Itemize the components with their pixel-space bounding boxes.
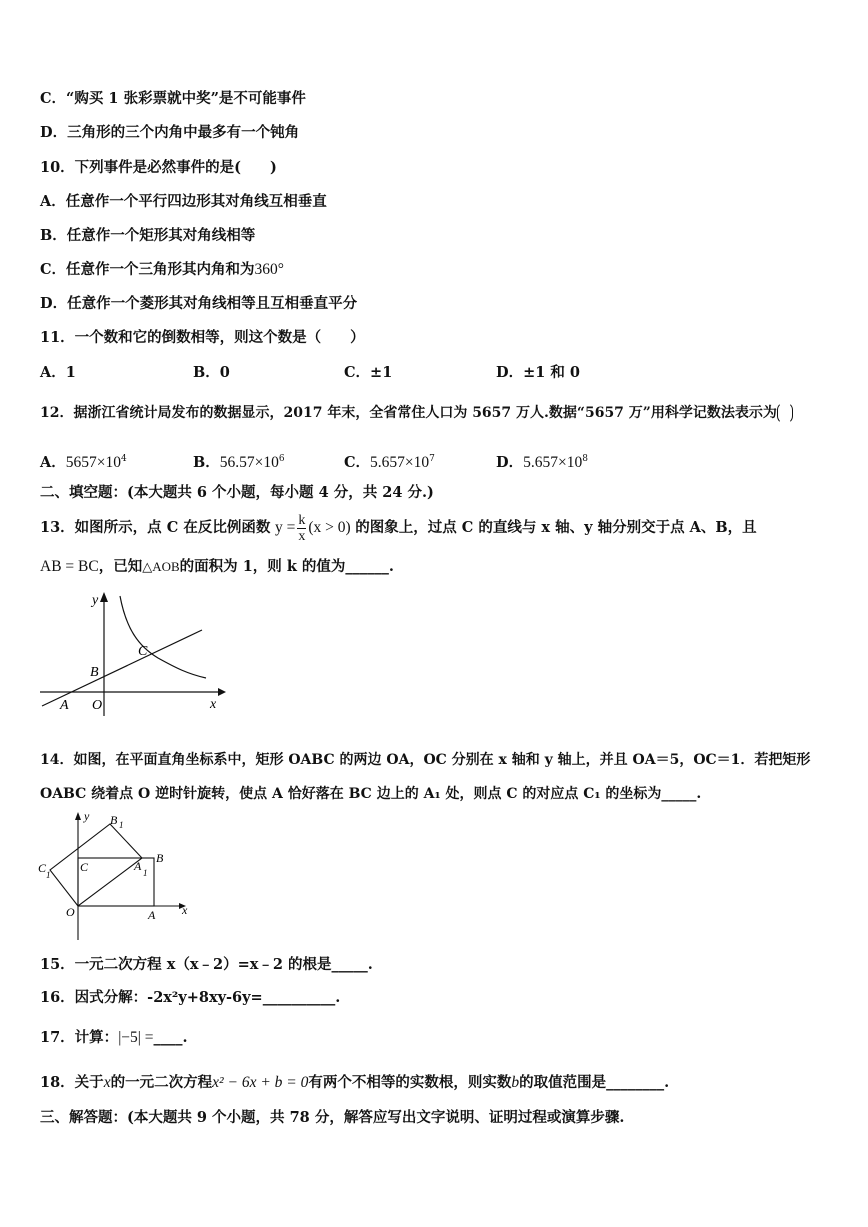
q11-option-a: A．1 [40, 364, 76, 381]
q13-frac-den: x [298, 528, 306, 544]
label-a: A [60, 698, 69, 713]
q12-b-label: B． [193, 453, 220, 471]
q10-option-a: A．任意作一个平行四边形其对角线互相垂直 [40, 193, 327, 210]
label-o: O [66, 905, 75, 919]
label-c: C [138, 644, 148, 659]
rectangle-oabc [78, 858, 154, 906]
q14-figure [36, 808, 196, 946]
label-b: B [90, 665, 99, 680]
answer-paren [777, 402, 793, 424]
q12-option-d [496, 449, 588, 473]
q13-mid: ，已知 [98, 558, 143, 575]
q18-var-b: b [511, 1074, 520, 1091]
label-b: B [156, 851, 164, 865]
q18-equation: x² − 6x + b = 0 [212, 1074, 309, 1091]
q13-line1 [40, 511, 757, 545]
q12-c-base: 5.657×10 [370, 453, 430, 471]
label-c: C [80, 860, 89, 874]
q17-pre: 17．计算： [40, 1029, 119, 1046]
label-a: A [148, 908, 156, 922]
q14-line1: 14．如图，在平面直角坐标系中，矩形 OABC 的两边 OA，OC 分别在 x 轴和 y 轴上，并且 OA＝5，OC＝1．若把矩形 [40, 752, 811, 768]
q12-b-base: 56.57×10 [219, 453, 279, 471]
label-y: y [84, 809, 90, 823]
q10-option-c-math: 360° [254, 261, 284, 278]
q12-b-exp: 6 [278, 454, 285, 464]
q9-option-c: C．“购买 1 张彩票就中奖”是不可能事件 [40, 90, 306, 107]
q12-stem [40, 402, 793, 424]
q12-option-c [344, 449, 435, 473]
label-a1-sub: 1 [143, 868, 148, 878]
q15: 15．一元二次方程 x（x﹣2）=x﹣2 的根是_____. [40, 956, 373, 973]
q17-post: ____. [153, 1029, 188, 1046]
q11-stem: 11．一个数和它的倒数相等，则这个数是（ ） [40, 329, 365, 346]
q10-option-c-text: C．任意作一个三角形其内角和为 [40, 261, 255, 278]
label-c1: C [38, 861, 47, 875]
y-axis-arrow [100, 592, 108, 602]
q12-d-exp: 8 [582, 454, 588, 464]
q18-mid: 的一元二次方程 [110, 1074, 213, 1091]
q10-stem: 10．下列事件是必然事件的是( ) [40, 159, 277, 176]
q12-option-b [193, 449, 285, 473]
label-x: x [182, 903, 188, 917]
q12-a-base: 5657×10 [65, 453, 122, 471]
q16: 16．因式分解：-2x²y+8xy-6y=__________. [40, 989, 341, 1006]
q13-post2: 的面积为 1，则 k 的值为______. [179, 558, 394, 575]
q14-line2: OABC 绕着点 O 逆时针旋转，使点 A 恰好落在 BC 边上的 A₁ 处，则点 C 的对应点 C₁ 的坐标为_____. [40, 786, 702, 802]
rotated-rectangle [50, 824, 142, 906]
q13-cond: (x > 0) [308, 519, 351, 536]
q12-a-exp: 4 [121, 454, 127, 464]
y-axis-arrow [75, 812, 81, 820]
q18-var-x: x [103, 1074, 111, 1091]
x-axis-arrow [218, 688, 226, 696]
q18 [40, 1073, 669, 1093]
q12-option-a [40, 449, 127, 473]
label-o: O [92, 698, 103, 713]
q18-post: 的取值范围是________. [519, 1074, 670, 1091]
q11-option-b: B．0 [193, 364, 230, 381]
q13-line2 [40, 557, 394, 577]
q17 [40, 1028, 188, 1048]
q13-ab-bc: AB = BC [40, 558, 99, 575]
label-b1: B [110, 813, 118, 827]
q13-pre: 13．如图所示，点 C 在反比例函数 [40, 519, 271, 536]
q12-a-label: A． [40, 453, 66, 471]
label-b1-sub: 1 [119, 820, 124, 830]
q13-figure [38, 588, 228, 718]
q13-func-lhs: y = [274, 519, 296, 536]
section-3-heading: 三、解答题：(本大题共 9 个小题，共 78 分，解答应写出文字说明、证明过程或演算步骤. [40, 1109, 625, 1126]
q10-option-d: D．任意作一个菱形其对角线相等且互相垂直平分 [40, 295, 358, 312]
q17-math: |−5| = [118, 1029, 154, 1046]
q13-frac-num: k [298, 512, 306, 528]
q11-option-d: D．±1 和 0 [496, 364, 580, 381]
q10-option-b: B．任意作一个矩形其对角线相等 [40, 227, 256, 244]
q13-fraction [297, 513, 306, 544]
q13-post: 的图象上，过点 C 的直线与 x 轴、y 轴分别交于点 A、B，且 [355, 519, 757, 536]
q12-d-label: D． [496, 453, 524, 471]
hyperbola-curve [120, 596, 206, 678]
q12-c-exp: 7 [429, 454, 435, 464]
q13-triangle: △AOB [142, 559, 180, 574]
q9-option-d: D．三角形的三个内角中最多有一个钝角 [40, 124, 300, 141]
q12-c-label: C． [344, 453, 371, 471]
q12-d-base: 5.657×10 [523, 453, 583, 471]
label-c1-sub: 1 [46, 870, 51, 880]
q18-mid2: 有两个不相等的实数根，则实数 [308, 1074, 512, 1091]
section-2-heading: 二、填空题：(本大题共 6 个小题，每小题 4 分，共 24 分.) [40, 484, 434, 501]
q11-option-c: C．±1 [344, 364, 393, 381]
label-a1: A [134, 859, 142, 873]
label-y: y [92, 593, 99, 608]
q10-option-c [40, 260, 284, 280]
q12-stem-text: 12．据浙江省统计局发布的数据显示，2017 年末，全省常住人口为 5657 万人.数据“5657 万”用科学记数法表示为 [40, 405, 777, 421]
q18-pre: 18．关于 [40, 1074, 104, 1091]
label-x: x [210, 697, 217, 712]
